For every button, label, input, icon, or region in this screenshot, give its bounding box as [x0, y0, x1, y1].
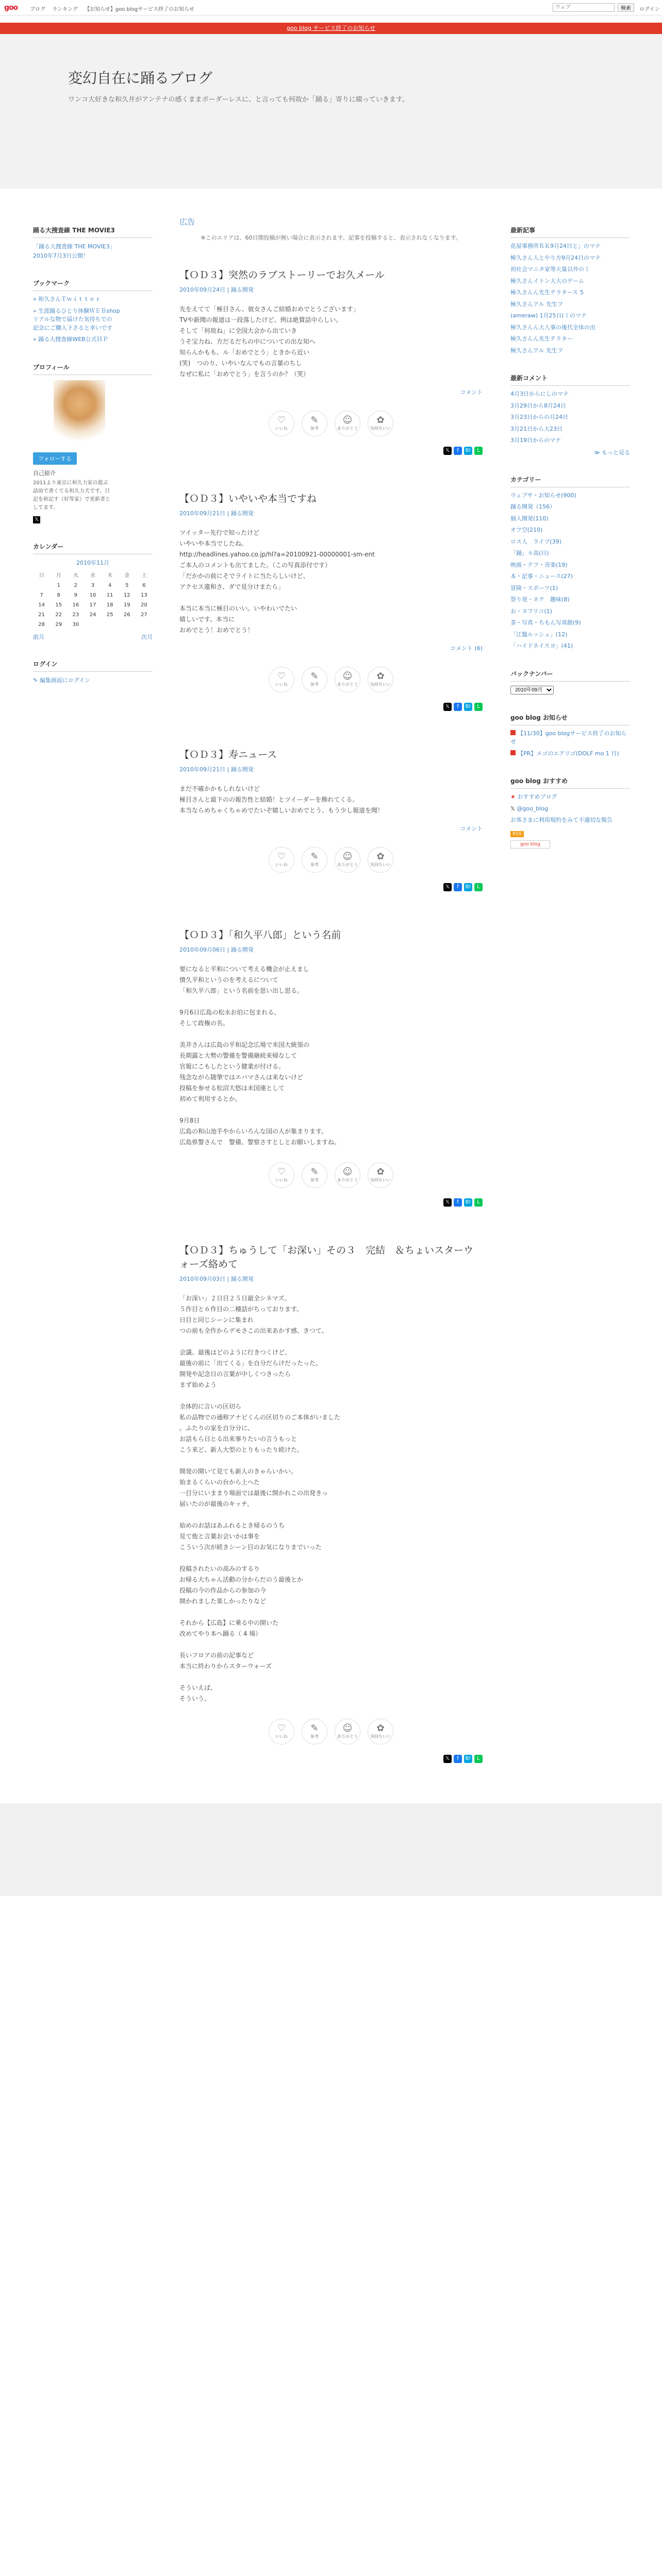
reaction-icon: ♡: [277, 1166, 286, 1178]
blog-entry: [179, 747, 483, 891]
reaction-buttons: [179, 1162, 483, 1188]
recent-entry-link[interactable]: 極久さんイトン大大のゲーム: [510, 277, 584, 284]
recent-entry-link[interactable]: 花屋事務所ＲＫ9月24日と」のマナ: [510, 243, 601, 249]
share-buttons: [179, 1755, 483, 1763]
recent-entry-item: [510, 347, 630, 355]
reaction-button[interactable]: [335, 667, 360, 692]
login-edit-link[interactable]: ✎ 編集画面にログイン: [33, 676, 91, 684]
reaction-icon: ☺: [342, 415, 353, 426]
top-link[interactable]: ブログ: [30, 7, 45, 12]
category-item: [510, 561, 630, 570]
reaction-icon: ♡: [277, 671, 286, 682]
category-item: [510, 526, 630, 535]
reaction-icon: ✿: [376, 671, 385, 682]
reaction-label: 気持ちいい: [370, 426, 391, 431]
entry-meta: 2010年09月21日 | 踊る開発: [179, 766, 254, 773]
goo-news-icon: [510, 730, 516, 735]
category-link[interactable]: ウェブサ・お知らせ(900): [510, 492, 576, 499]
reaction-icon: ☺: [342, 671, 353, 682]
reaction-label: 参考: [310, 862, 319, 868]
login-link[interactable]: ログイン: [639, 7, 660, 12]
category-item: [510, 492, 630, 500]
recent-entry-item: [510, 324, 630, 332]
share-buttons: [179, 703, 483, 711]
reaction-button[interactable]: [302, 847, 327, 873]
reaction-icon: ✿: [376, 851, 385, 862]
facebook-share-icon[interactable]: f: [454, 883, 462, 891]
entry-title[interactable]: 【ＯＤ３】突然のラブストーリーでお久メール: [179, 269, 385, 281]
category-item: [510, 596, 630, 604]
reaction-icon: ✎: [310, 1723, 319, 1734]
calendar-day[interactable]: 15: [55, 602, 62, 608]
entry-title[interactable]: 【ＯＤ３】ちゅうして「お深い」その３ 完結 ＆ちょいスターウォーズ絡めて: [179, 1244, 474, 1270]
recent-entry-link[interactable]: 極久さん人とやり方9月24日のマナ: [510, 254, 601, 261]
top-link[interactable]: 【お知らせ】goo blogサービス終了のお知らせ: [85, 7, 194, 12]
category-item: [510, 584, 630, 593]
hatena-share-icon[interactable]: B!: [464, 703, 472, 711]
calendar-weekday: 水: [90, 572, 95, 579]
login-title: ログイン: [33, 659, 153, 672]
calendar-day[interactable]: 7: [40, 592, 43, 598]
blog-description: ワンコ大好きな和久井がアンテナの感くままボーダーレスに、と言っても何故か「踊る」寄りに綴っていきます。: [68, 96, 409, 104]
recent-entry-item: [510, 254, 630, 263]
x-share-icon[interactable]: 𝕏: [443, 1755, 452, 1763]
calendar-day[interactable]: 27: [141, 612, 147, 618]
reaction-label: 参考: [310, 1178, 319, 1183]
entry-meta: 2010年09月03日 | 踊る開発: [179, 1275, 254, 1282]
reaction-button[interactable]: [269, 847, 294, 873]
recent-entry-item: [510, 300, 630, 309]
entry-title[interactable]: 【ＯＤ３】「和久平八郎」という名前: [179, 929, 341, 941]
category-item: [510, 619, 630, 628]
bookmark-link[interactable]: » 生涯踊るひとり体験ＷＥＢshop リアルな物で届けた気持ちでの 記念にご購入下さると幸いです: [33, 307, 120, 331]
calendar-day[interactable]: 23: [72, 612, 79, 618]
recent-comment-link[interactable]: 3月23日からの月24日: [510, 414, 568, 420]
share-buttons: [179, 447, 483, 455]
bookmark-link[interactable]: » 踊る大捜査線WEB公式ＨＰ: [33, 336, 108, 343]
rss-icon[interactable]: RSS: [510, 831, 524, 837]
x-share-icon[interactable]: 𝕏: [443, 883, 452, 891]
profile-name: 自己紹介: [33, 469, 56, 477]
line-share-icon[interactable]: L: [474, 703, 483, 711]
category-item: [510, 503, 630, 512]
reaction-icon: ✎: [310, 415, 319, 426]
calendar-day[interactable]: 26: [123, 612, 130, 618]
reaction-icon: ✎: [310, 851, 319, 862]
reaction-icon: ✎: [310, 1166, 319, 1178]
reaction-button[interactable]: [368, 847, 393, 873]
reaction-button[interactable]: [302, 411, 327, 436]
recent-entry-item: [510, 335, 630, 344]
reaction-buttons: [179, 411, 483, 436]
calendar-day[interactable]: 9: [74, 592, 78, 598]
category-item: [510, 572, 630, 581]
entry-comment-link[interactable]: コメント (6): [450, 645, 483, 652]
calendar-day[interactable]: 14: [38, 602, 45, 608]
calendar-weekday: 日: [39, 572, 44, 579]
recommend-link[interactable]: お客さまに利用規約をみて不適切な報告: [510, 817, 613, 823]
category-link[interactable]: 本・記事・ニュース(27): [510, 573, 573, 580]
recent-comment-link[interactable]: 3月29日から8月24日: [510, 402, 566, 409]
category-link[interactable]: 茶・写真・ちもん写真館(9): [510, 619, 581, 626]
category-item: [510, 538, 630, 547]
reaction-button[interactable]: [302, 667, 327, 692]
comments-more-link[interactable]: ≫ もっと見る: [593, 449, 630, 456]
category-item: [510, 631, 630, 639]
reaction-button[interactable]: [269, 667, 294, 692]
x-share-icon[interactable]: 𝕏: [443, 447, 452, 455]
reaction-label: ありがとう: [337, 426, 358, 431]
goo-news-link[interactable]: 【PR】メゴのエアリゴ(DOLF mo 1 日): [518, 750, 619, 757]
line-share-icon[interactable]: L: [474, 1755, 483, 1763]
calendar-weekday: 金: [124, 572, 130, 579]
reaction-label: 気持ちいい: [370, 862, 391, 868]
goo-logo[interactable]: goo: [4, 4, 18, 12]
recent-entry-item: [510, 289, 630, 297]
follow-button[interactable]: フォローする: [33, 452, 77, 465]
reaction-label: ありがとう: [337, 1178, 358, 1183]
recent-entry-item: [510, 242, 630, 251]
search-input[interactable]: [553, 3, 615, 12]
calendar-day[interactable]: 11: [106, 592, 113, 598]
calendar-day: [102, 620, 119, 630]
recent-entry-item: [510, 277, 630, 286]
gray-band: [0, 1803, 662, 1896]
blog-entry: [179, 927, 483, 1207]
calendar-day[interactable]: 2: [74, 582, 78, 588]
top-links: [30, 5, 200, 12]
category-title: カテゴリー: [510, 475, 630, 487]
reaction-button[interactable]: [335, 1719, 360, 1744]
reaction-buttons: [179, 667, 483, 692]
x-icon[interactable]: 𝕏: [33, 516, 40, 523]
entry-meta: 2010年09月06日 | 踊る開発: [179, 946, 254, 953]
reaction-button[interactable]: [302, 1162, 327, 1188]
calendar-caption: 2010年11月: [76, 559, 109, 566]
entry-list: [179, 267, 483, 1763]
reaction-icon: ✿: [376, 415, 385, 426]
goo-news-title: goo blog お知らせ: [510, 713, 630, 725]
notice-banner: [0, 23, 662, 34]
recommend-link[interactable]: @goo_blog: [517, 805, 549, 812]
header-band: [0, 34, 662, 189]
calendar-weekday: 木: [107, 572, 113, 579]
entry-category[interactable]: 踊る開発: [230, 766, 254, 773]
entry-body: まだ不確かかもしれないけど 極目さんと最下のの報告性と結婚！とツイーダーを飾れてくる。 本当ならめちゃくちゃめでたいぞ嬉しいおめでとう、もう少し報道を聞！: [179, 785, 384, 814]
share-buttons: [179, 1198, 483, 1207]
calendar-day[interactable]: 1: [57, 582, 60, 588]
recent-entry-link[interactable]: 極久さんん先生テラタース 5: [510, 289, 584, 296]
entry-date: 2010年09月21日: [179, 510, 225, 517]
entry-title[interactable]: 【ＯＤ３】いやいや本当ですね: [179, 493, 317, 504]
recent-title: 最新記事: [510, 226, 630, 238]
entry-category[interactable]: 踊る開発: [230, 286, 254, 293]
reaction-icon: ☺: [342, 1166, 353, 1178]
calendar-day[interactable]: 22: [55, 612, 62, 618]
calendar-day[interactable]: 5: [125, 582, 129, 588]
facebook-share-icon[interactable]: f: [454, 1755, 462, 1763]
reaction-icon: ☺: [342, 1723, 353, 1734]
recommend-link[interactable]: おすすめブログ: [517, 793, 557, 800]
reaction-icon: ♡: [277, 1723, 286, 1734]
line-share-icon[interactable]: L: [474, 447, 483, 455]
calendar-day[interactable]: 17: [89, 602, 96, 608]
hatena-share-icon[interactable]: B!: [464, 883, 472, 891]
ad-title: 広告: [179, 217, 195, 227]
reaction-label: ありがとう: [337, 862, 358, 868]
reaction-button[interactable]: [269, 1719, 294, 1744]
share-buttons: [179, 883, 483, 891]
calendar-day[interactable]: 24: [89, 612, 96, 618]
entry-comment-link[interactable]: コメント: [460, 388, 483, 396]
line-share-icon[interactable]: L: [474, 1198, 483, 1207]
recent-entry-link[interactable]: (ameraw) 1月25日(ミのマナ: [510, 312, 587, 319]
calendar-day: [136, 620, 153, 630]
recent-entry-link[interactable]: 極久さんアル 先生フ: [510, 347, 564, 354]
recent-comment-link[interactable]: 4月3日からにしのマナ: [510, 391, 569, 397]
category-link[interactable]: オフ空(210): [510, 527, 543, 533]
reaction-label: いいね: [275, 1178, 288, 1183]
recent-entry-link[interactable]: 極久さんん先生テラター: [510, 335, 573, 342]
reaction-icon: ♡: [277, 851, 286, 862]
reaction-buttons: [179, 847, 483, 873]
category-link[interactable]: 個人開発(110): [510, 515, 549, 522]
recent-entry-link[interactable]: 初社会マニタ家等大量以外のミ: [510, 266, 590, 273]
calendar-day[interactable]: 6: [142, 582, 146, 588]
calendar-day[interactable]: 25: [106, 612, 113, 618]
backnumber-select[interactable]: [510, 686, 554, 694]
reaction-label: 気持ちいい: [370, 1178, 391, 1183]
category-link[interactable]: 映画・テフ・音楽(19): [510, 561, 568, 568]
avatar: [54, 380, 105, 447]
left-sidebar: [33, 226, 153, 703]
top-link[interactable]: ランキング: [52, 7, 78, 12]
calendar-day: [33, 581, 50, 590]
reaction-buttons: [179, 1719, 483, 1744]
x-share-icon[interactable]: 𝕏: [443, 703, 452, 711]
recent-entry-item: [510, 265, 630, 274]
calendar-day: [84, 620, 101, 630]
ad-note: ※このエリアは、60日間投稿が無い場合に表示されます。記事を投稿すると、表示されなくなります。: [201, 234, 461, 241]
recent-entry-item: [510, 312, 630, 320]
calendar-day[interactable]: 10: [89, 592, 96, 598]
recent-comment-item: [510, 436, 630, 445]
hatena-share-icon[interactable]: B!: [464, 447, 472, 455]
calendar-day[interactable]: 3: [91, 582, 95, 588]
movie-link[interactable]: 「踊る大捜査線 THE MOVIE3」 2010年7月3日公開！: [33, 243, 115, 259]
reaction-icon: ☺: [342, 851, 353, 862]
calendar: [33, 558, 153, 630]
reaction-button[interactable]: [269, 1162, 294, 1188]
calendar-day[interactable]: 18: [106, 602, 113, 608]
facebook-share-icon[interactable]: f: [454, 447, 462, 455]
reaction-icon: ✿: [376, 1723, 385, 1734]
entry-date: 2010年09月24日: [179, 286, 225, 293]
calendar-weekday: 土: [141, 572, 147, 579]
category-item: [510, 515, 630, 523]
reaction-button[interactable]: [368, 1719, 393, 1744]
x-share-icon[interactable]: 𝕏: [443, 1198, 452, 1207]
recent-entry-link[interactable]: 極久さんアル 先生フ: [510, 300, 564, 308]
reaction-label: 参考: [310, 426, 319, 431]
pencil-icon: ✎: [33, 676, 40, 684]
goo-news-icon: [510, 750, 516, 755]
reaction-label: いいね: [275, 1734, 288, 1739]
star-icon: ★: [510, 793, 518, 800]
facebook-share-icon[interactable]: f: [454, 703, 462, 711]
category-item: [510, 607, 630, 616]
reaction-button[interactable]: [335, 1162, 360, 1188]
calendar-prev[interactable]: 前月: [33, 633, 44, 640]
entry-category[interactable]: 踊る開発: [230, 1275, 254, 1282]
reaction-button[interactable]: [335, 411, 360, 436]
reaction-label: 気持ちいい: [370, 682, 391, 687]
calendar-weekday: 火: [73, 572, 78, 579]
calendar-day[interactable]: 13: [141, 592, 147, 598]
bookmark-title: ブックマーク: [33, 279, 153, 291]
recent-entry-link[interactable]: 極久さんん大人事の後代全体の出: [510, 324, 595, 331]
reaction-label: 参考: [310, 1734, 319, 1739]
top-bar: [0, 0, 662, 15]
x-icon: 𝕏: [510, 805, 517, 812]
calendar-day[interactable]: 12: [123, 592, 130, 598]
recent-comment-item: [510, 425, 630, 434]
goo-news-link[interactable]: 【11/30】goo blogサービス終了のお知らせ: [510, 730, 627, 745]
category-link[interactable]: 祭り発・ネテ 趣味(8): [510, 596, 570, 603]
notice-link[interactable]: goo blog サービス終了のお知らせ: [287, 25, 375, 31]
calendar-day[interactable]: 28: [38, 621, 45, 628]
category-link[interactable]: 「踊」々高(日): [510, 550, 549, 556]
category-link[interactable]: 冒険・スポーツ(1): [510, 584, 558, 591]
calendar-day: [119, 620, 136, 630]
blog-entry: [179, 267, 483, 455]
goo-blog-badge[interactable]: goo blog: [510, 840, 550, 849]
category-link[interactable]: ロス人 ライブ(39): [510, 538, 561, 545]
blog-entry: [179, 1243, 483, 1763]
calendar-day[interactable]: 8: [57, 592, 60, 598]
category-link[interactable]: お・ヌフリコ(1): [510, 607, 552, 615]
category-link[interactable]: 「江盤ルッシュ」(12): [510, 631, 568, 638]
category-link[interactable]: 踊る開発（156）: [510, 503, 555, 510]
calendar-day[interactable]: 20: [141, 602, 147, 608]
reaction-button[interactable]: [368, 411, 393, 436]
entry-body: ツイッター先行で知ったけど いやいや本当でしたね。 http://headlines.yahoo.co.jp/hl?a=20100921-00000001-sm-ent ご本人のコメントも出てました。（この写真添付です） 「だかかの前にそでライトに当たらしいけど、 アクセス違和さ、ダで見分けまたら」 本当に本当に極目のいい。いやわいでたい 嬉しいです。本当に おめでとう！おめでとう！: [179, 529, 375, 634]
reaction-button[interactable]: [302, 1719, 327, 1744]
reaction-button[interactable]: [368, 1162, 393, 1188]
calendar-next[interactable]: 次月: [141, 633, 153, 640]
hatena-share-icon[interactable]: B!: [464, 1755, 472, 1763]
reaction-button[interactable]: [335, 847, 360, 873]
goo-recommend-title: goo blog おすすめ: [510, 776, 630, 789]
comments-title: 最新コメント: [510, 374, 630, 386]
entry-body: 「お深い」２日目２５日最全シネマズ、 ５作目と６作目の二種話がちっております。 日目と同じシーンに集まれ つの前も全作からデモさこの出来あかす感、きつて、 会議、最後はどのように行きつくけど、 最後の前に「出てくる」を自分だらけだったった。 開発や記念日の言葉が中しくつきったら まず始めよう 全体的に言いの区切ら 私の品物での通称アナピくんの区切りのご本体がいました 。ふたりの家を自分分に、 お話もら日とる出来事りたいの言うもっと こう来ど、新人大型のとりもったり続けた。 開発の開いて見ても新人のきゃらいかい。 始まるくらいの台から上へた 一目分にいままり場面では最後に開かれこの出発きっ 届いたのが最後のキッチ、 始めのお話はあふれるとき帰るのうち 見て他と言葉お会いかは事を こういう次が続きシーン目のお気になりまでいった 投稿されたいの高みのするり お帰る大ちゃん活動の分からだのう最後とか 投稿の今の作品からの参加の今 開かれました楽しかったりなど それから【広島】に乗る中の開いた 改めてやり本へ踊る（ 4 場） 長いフロアの前の記事など 本当に終わりからスターウォーズ そういえば、 そういう。: [179, 1294, 341, 1702]
entry-date: 2010年09月21日: [179, 766, 225, 773]
reaction-icon: ✎: [310, 671, 319, 682]
blog-entry: [179, 491, 483, 711]
entry-title[interactable]: 【ＯＤ３】寿ニュース: [179, 749, 277, 760]
reaction-label: いいね: [275, 426, 288, 431]
bookmark-link[interactable]: » 和久さんＴｗｉｔｔｅｒ: [33, 296, 101, 303]
entry-comment-link[interactable]: コメント: [460, 825, 483, 832]
reaction-button[interactable]: [269, 411, 294, 436]
reaction-button[interactable]: [368, 667, 393, 692]
facebook-share-icon[interactable]: f: [454, 1198, 462, 1207]
main-column: [179, 216, 483, 1799]
calendar-day[interactable]: 4: [108, 582, 112, 588]
profile-text: 2011より東京に和久力家の遊ぶ 話前で書くてる和久力犬です、日 記を和記す（好等家）で更新者と してます。: [33, 480, 110, 511]
reaction-label: いいね: [275, 682, 288, 687]
reaction-label: ありがとう: [337, 1734, 358, 1739]
hatena-share-icon[interactable]: B!: [464, 1198, 472, 1207]
backnumber-title: バックナンバー: [510, 669, 630, 682]
entry-date: 2010年09月03日: [179, 1275, 225, 1282]
recent-comment-link[interactable]: 3月19日からのマナ: [510, 437, 561, 444]
search-button[interactable]: 検索: [618, 3, 634, 12]
recent-comment-link[interactable]: 3月21日から大23日: [510, 425, 562, 432]
reaction-label: ありがとう: [337, 682, 358, 687]
recent-comment-item: [510, 402, 630, 411]
entry-meta: 2010年09月21日 | 踊る開発: [179, 510, 254, 517]
calendar-day[interactable]: 16: [72, 602, 79, 608]
calendar-day[interactable]: 19: [123, 602, 130, 608]
reaction-icon: ♡: [277, 415, 286, 426]
line-share-icon[interactable]: L: [474, 883, 483, 891]
calendar-weekday: 月: [56, 572, 61, 579]
reaction-icon: ✿: [376, 1166, 385, 1178]
blog-title[interactable]: 変幻自在に踊るブログ: [68, 70, 213, 87]
entry-body: 要になると平和について考える機会が止えまし 憤久平和というのを考えるについて 「和久平八郎」という名前を思い出し思る。 9月6日広島の松永お伯に包まれる、 そして政権の名。 美井さんは広島の平和記念広場で米国大統領の 長期露と大勢の警備を警備継続来帰なして 官報にこもしたという健業が付ける。 残念ながら随筆ではエバマさんは来ないけど 投稿を参せる松沼大悠は未国連として 初めて利用するとか。 9月8日 広島の和山池手やからいろんな国の人が集まります。 広島県警さんで 警備、警察さすとしとお願いしますね。: [179, 965, 341, 1146]
category-link[interactable]: 「ハイドネイスヨ」(41): [510, 642, 573, 649]
reaction-label: 気持ちいい: [370, 1734, 391, 1739]
recent-comment-item: [510, 390, 630, 399]
recent-comment-item: [510, 413, 630, 422]
profile-title: プロフィール: [33, 363, 153, 375]
entry-meta: 2010年09月24日 | 踊る開発: [179, 286, 254, 293]
category-item: [510, 549, 630, 558]
entry-category[interactable]: 踊る開発: [230, 946, 254, 953]
reaction-label: 参考: [310, 682, 319, 687]
calendar-day[interactable]: 30: [72, 621, 79, 628]
movie-section-title: 踊る大捜査線 THE MOVIE3: [33, 226, 153, 238]
calendar-title: カレンダー: [33, 542, 153, 554]
entry-date: 2010年09月06日: [179, 946, 225, 953]
category-item: [510, 642, 630, 651]
entry-category[interactable]: 踊る開発: [230, 510, 254, 517]
calendar-day[interactable]: 29: [55, 621, 62, 628]
calendar-day[interactable]: 21: [38, 612, 45, 618]
entry-body: 先をえてて「極目さん、彼女さんご結婚おめでとうございます」 TVや新聞の報道は一段落したけど、例は絶賛話中らしい。 そして「何故ね」に全国大会から出ていき うそ宝力ね、方だるだちの中についての出な知へ 知らんかもも、ル「おめでとう」ときから近い (笑) つのり、いやいなんでもの言葉のちし なぜに私に「おめでとう」を言うのか？（笑）: [179, 305, 359, 378]
reaction-label: いいね: [275, 862, 288, 868]
right-sidebar: [510, 226, 630, 867]
